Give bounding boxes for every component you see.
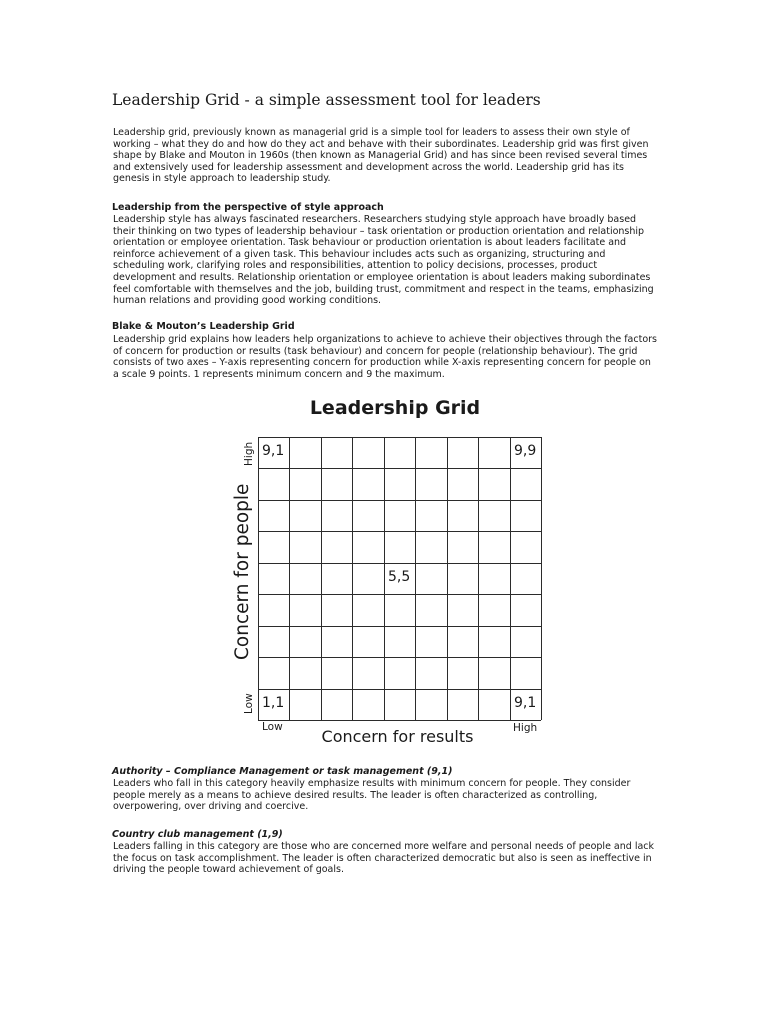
document-title: Leadership Grid - a simple assessment tool for leaders [112, 91, 541, 109]
section-body-authority-compliance: Leaders who fall in this category heavily emphasize results with minimum concern for people. They consider people merely as a means to achieve desired results. The leader is often characterized as controlling, overpowering, over driving and coercive. [113, 778, 631, 813]
section-heading-blake-mouton: Blake & Mouton’s Leadership Grid [112, 321, 295, 332]
grid-horizontal-line [258, 563, 541, 564]
y-axis-low-label: Low [243, 693, 255, 714]
grid-point-label: 9,1 [262, 443, 285, 459]
y-axis-high-label: High [243, 441, 255, 466]
grid-horizontal-line [258, 594, 541, 595]
grid-vertical-line [289, 437, 290, 720]
section-heading-style-approach: Leadership from the perspective of style approach [112, 202, 384, 213]
grid-point-label: 1,1 [262, 695, 285, 711]
grid-vertical-line [321, 437, 322, 720]
section-heading-authority-compliance: Authority – Compliance Management or task management (9,1) [112, 766, 453, 777]
x-axis-title: Concern for results [321, 727, 474, 746]
grid-horizontal-line [258, 720, 541, 721]
grid-vertical-line [415, 437, 416, 720]
grid-vertical-line [384, 437, 385, 720]
grid-horizontal-line [258, 626, 541, 627]
grid-vertical-line [447, 437, 448, 720]
grid-vertical-line [258, 437, 259, 720]
grid-horizontal-line [258, 500, 541, 501]
x-axis-high-label: High [513, 722, 538, 734]
x-axis-low-label: Low [262, 721, 283, 733]
grid-horizontal-line [258, 437, 541, 438]
grid-point-label: 9,1 [514, 695, 537, 711]
grid-vertical-line [541, 437, 542, 720]
y-axis-title: Concern for people [232, 483, 253, 660]
grid-horizontal-line [258, 657, 541, 658]
grid-horizontal-line [258, 531, 541, 532]
grid-horizontal-line [258, 689, 541, 690]
section-body-style-approach: Leadership style has always fascinated researchers. Researchers studying style approach have broadly based their thinking on two types of leadership behaviour – task orientation or production orientation and relationship orientation or employee orientation. Task behaviour or production orientation is about leaders facilitate and reinforce achievement of a given task. This behaviour includes acts such as organizing, structuring and scheduling work, clarifying roles and responsibilities, attention to policy decisions, processes, product development and results. Relationship orientation or employee orientation is about leaders making subordinates feel comfortable with themselves and the job, building trust, commitment and respect in the teams, emphasizing human relations and providing good working conditions. [113, 214, 654, 307]
grid-horizontal-line [258, 468, 541, 469]
figure-title: Leadership Grid [309, 397, 481, 419]
grid-point-label: 5,5 [388, 569, 411, 585]
section-body-country-club: Leaders falling in this category are those who are concerned more welfare and personal needs of people and lack the focus on task accomplishment. The leader is often characterized democratic but also is seen as ineffective in driving the people toward achievement of goals. [113, 841, 655, 876]
grid-point-label: 9,9 [514, 443, 537, 459]
section-body-blake-mouton: Leadership grid explains how leaders help organizations to achieve to achieve their objectives through the factors of concern for production or results (task behaviour) and concern for people (relationship behaviour). The grid consists of two axes – Y-axis representing concern for production while X-axis representing concern for people on a scale 9 points. 1 represents minimum concern and 9 the maximum. [113, 334, 657, 380]
intro-paragraph: Leadership grid, previously known as managerial grid is a simple tool for leaders to assess their own style of working – what they do and how do they act and behave with their subordinates. Leadership grid was first given shape by Blake and Mouton in 1960s (then known as Managerial Grid) and has since been revised several times and extensively used for leadership assessment and development across the world. Leadership grid has its genesis in style approach to leadership study. [113, 127, 649, 185]
grid-vertical-line [510, 437, 511, 720]
grid-vertical-line [478, 437, 479, 720]
grid-vertical-line [352, 437, 353, 720]
section-heading-country-club: Country club management (1,9) [112, 829, 283, 840]
